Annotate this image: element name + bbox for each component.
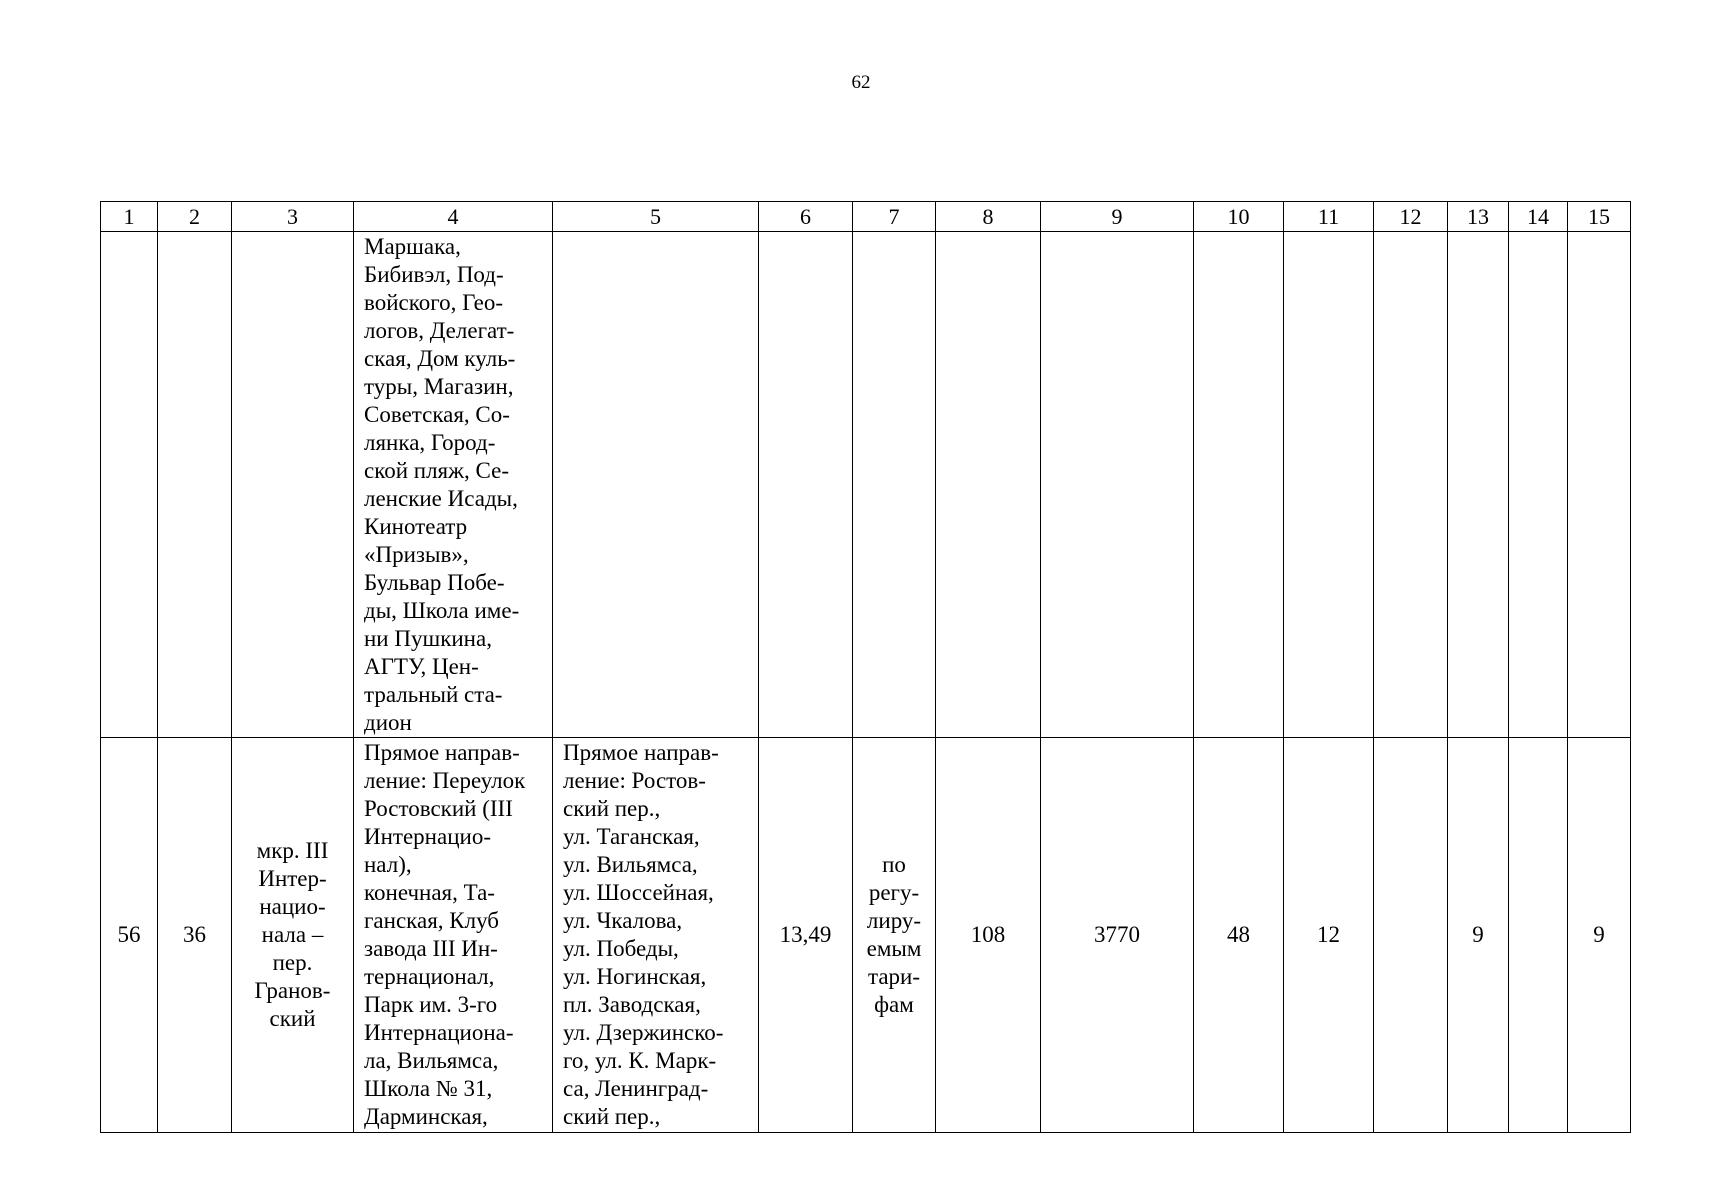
cell-empty [232,232,354,738]
page-number: 62 [851,72,871,93]
text-line: Парк им. 3-го [364,992,498,1017]
text-line: АГТУ, Цен- [364,654,479,679]
header-cell-10: 10 [1194,202,1284,232]
col11-cell: 12 [1284,738,1374,1133]
text-line: Бульвар Побе- [364,570,505,595]
cell-empty [1041,232,1194,738]
cell-empty [936,232,1041,738]
text-line: ский пер., [563,1104,661,1129]
header-cell-2: 2 [158,202,232,232]
text-line: ул. Чкалова, [563,908,683,933]
header-cell-1: 1 [101,202,158,232]
cell-empty [1509,232,1568,738]
streets-forward-cell [553,738,759,1133]
header-cell-12: 12 [1374,202,1448,232]
cell-empty [101,232,158,738]
text-line: конечная, Та- [364,880,495,905]
cell-empty [553,232,759,738]
text-line: тральный ста- [364,682,503,707]
header-cell-13: 13 [1448,202,1509,232]
col15-cell: 9 [1568,738,1631,1133]
text-line: лиру- [866,908,922,933]
text-line: ул. Ногинская, [563,964,707,989]
text-line: ленские Исады, [364,486,518,511]
text-line: ская, Дом куль- [364,346,516,371]
text-line: ление: Переулок [364,768,526,793]
text-line: нала – [261,922,324,947]
route-name-cell [232,738,354,1133]
table-row-continued [101,232,1631,738]
cell-empty [853,232,936,738]
cell-empty [759,232,853,738]
text-line: ни Пушкина, [364,626,492,651]
header-cell-3: 3 [232,202,354,232]
header-cell-4: 4 [354,202,553,232]
text-line: Прямое направ- [563,740,719,765]
header-cell-14: 14 [1509,202,1568,232]
cell-empty [1448,232,1509,738]
cell-empty [1568,232,1631,738]
text-line: ла, Вильямса, [364,1048,499,1073]
col10-cell: 48 [1194,738,1284,1133]
header-cell-8: 8 [936,202,1041,232]
text-line: «Призыв», [364,542,469,567]
text-line: нал), [364,852,412,877]
header-cell-15: 15 [1568,202,1631,232]
text-line: тари- [867,964,920,989]
table-row-56 [101,738,1631,1133]
text-line: Школа № 31, [364,1076,493,1101]
text-line: ул. Вильямса, [563,852,698,877]
text-line: войского, Гео- [364,290,503,315]
text-line: ганская, Клуб [364,908,499,933]
stops-forward-cell [354,232,553,738]
text-line: лянка, Город- [364,430,496,455]
text-line: емым [866,936,922,961]
text-line: ский пер., [563,796,661,821]
text-line: пер. [272,950,313,975]
text-line: пл. Заводская, [563,992,701,1017]
row-number-cell: 56 [101,738,158,1133]
col14-cell [1509,738,1568,1133]
text-line: Бибивэл, Под- [364,262,504,287]
text-line: Дарминская, [364,1104,488,1129]
text-line: Интер- [258,866,327,891]
text-line: туры, Магазин, [364,374,514,399]
text-line: Кинотеатр [364,514,468,539]
text-line: Гранов- [254,978,331,1003]
text-line: логов, Делегат- [364,318,515,343]
text-line: ул. Дзержинско- [563,1020,724,1045]
text-line: фам [874,992,914,1017]
text-line: Прямое направ- [364,740,520,765]
text-line: Маршака, [364,234,461,259]
text-line: ул. Победы, [563,936,679,961]
text-line: завода III Ин- [364,936,498,961]
header-cell-7: 7 [853,202,936,232]
cell-empty [158,232,232,738]
text-line: Интернацио- [364,824,491,849]
header-cell-5: 5 [553,202,759,232]
route-length-cell: 13,49 [759,738,853,1133]
text-line: ской пляж, Се- [364,458,510,483]
route-table [100,201,1631,1133]
text-line: Ростовский (III [364,796,513,821]
text-line: дион [364,710,412,735]
text-line: Советская, Со- [364,402,510,427]
text-line: ды, Школа име- [364,598,520,623]
text-line: нацио- [259,894,326,919]
header-row [101,202,1631,232]
text-line: тернационал, [364,964,495,989]
text-line: ул. Таганская, [563,824,700,849]
cell-empty [1284,232,1374,738]
text-line: регу- [868,880,920,905]
text-line: го, ул. К. Марк- [563,1048,717,1073]
text-line: Интернациона- [364,1020,514,1045]
col13-cell: 9 [1448,738,1509,1133]
col12-cell [1374,738,1448,1133]
text-line: по [882,852,906,877]
header-cell-6: 6 [759,202,853,232]
text-line: ский [269,1006,316,1031]
col9-cell: 3770 [1041,738,1194,1133]
col8-cell: 108 [936,738,1041,1133]
route-number-cell: 36 [158,738,232,1133]
text-line: мкр. III [256,838,329,863]
text-line: ул. Шоссейная, [563,880,714,905]
text-line: ление: Ростов- [563,768,706,793]
text-line: са, Ленинград- [563,1076,709,1101]
tariff-type-cell [853,738,936,1133]
header-cell-9: 9 [1041,202,1194,232]
cell-empty [1374,232,1448,738]
header-cell-11: 11 [1284,202,1374,232]
stops-forward-cell [354,738,553,1133]
cell-empty [1194,232,1284,738]
